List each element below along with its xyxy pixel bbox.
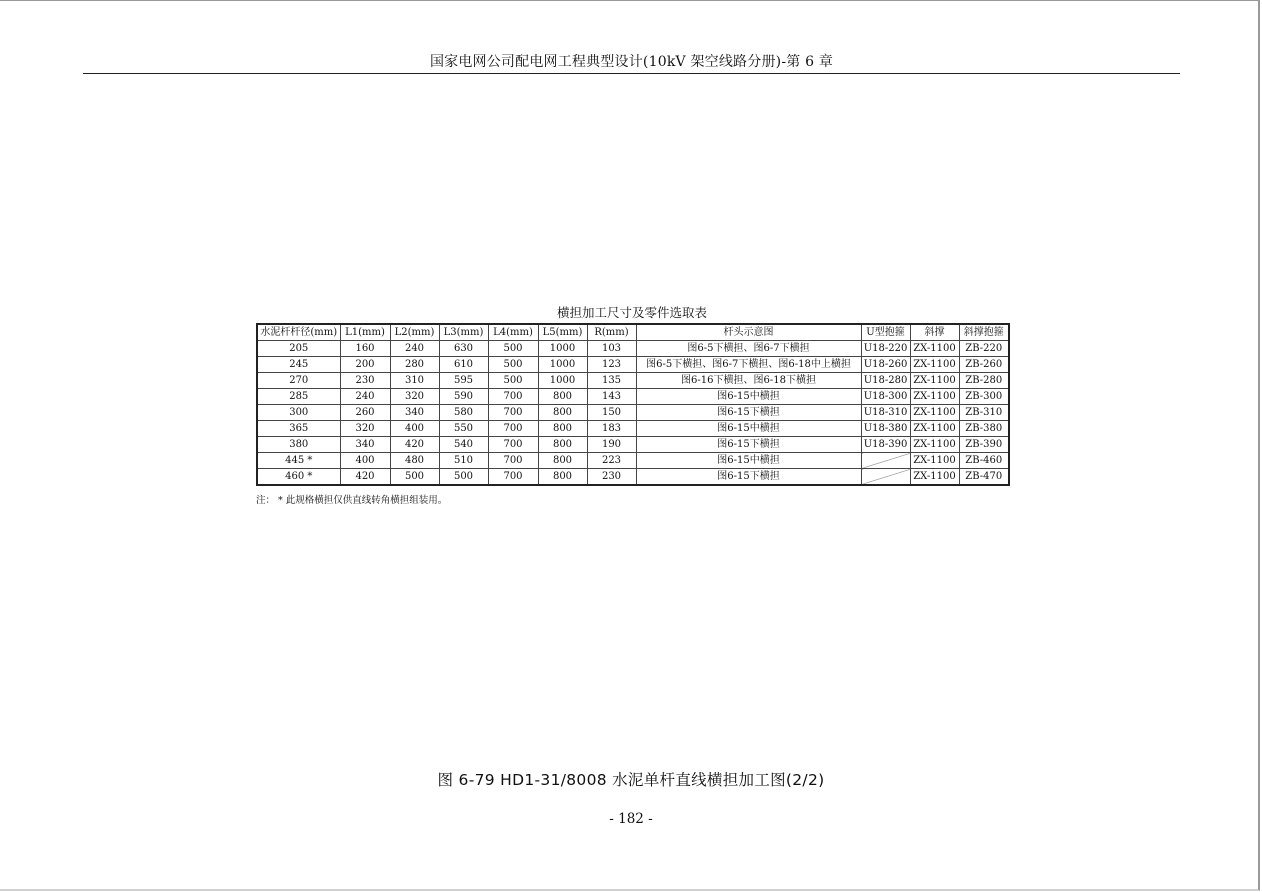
table-row bbox=[257, 389, 1009, 405]
table-cell: 445 * bbox=[257, 453, 340, 469]
table-cell: 590 bbox=[439, 389, 488, 405]
column-header: 斜撑抱箍 bbox=[959, 324, 1009, 341]
table-cell: ZX-1100 bbox=[910, 341, 959, 357]
table-cell: 310 bbox=[390, 373, 439, 389]
table-cell: 135 bbox=[587, 373, 636, 389]
table-cell: 510 bbox=[439, 453, 488, 469]
table-cell: ZX-1100 bbox=[910, 421, 959, 437]
table-cell: 图6-15中横担 bbox=[636, 389, 861, 405]
table-cell: 320 bbox=[340, 421, 390, 437]
table-header-row bbox=[257, 324, 1009, 341]
table-cell: 340 bbox=[340, 437, 390, 453]
table-cell: 300 bbox=[257, 405, 340, 421]
document-header-title: 国家电网公司配电网工程典型设计(10kV 架空线路分册)-第 6 章 bbox=[429, 54, 834, 70]
column-header: U型抱箍 bbox=[861, 324, 910, 341]
table-cell: 143 bbox=[587, 389, 636, 405]
table-cell: 420 bbox=[340, 469, 390, 486]
table-cell: U18-220 bbox=[861, 341, 910, 357]
column-header: 水泥杆杆径(mm) bbox=[257, 324, 340, 341]
table-cell: ZB-460 bbox=[959, 453, 1009, 469]
column-header: L4(mm) bbox=[488, 324, 538, 341]
figure-caption: 图 6-79 HD1-31/8008 水泥单杆直线横担加工图(2/2) bbox=[437, 771, 825, 789]
header-rule bbox=[83, 73, 1180, 74]
table-cell: ZB-260 bbox=[959, 357, 1009, 373]
table-cell: 580 bbox=[439, 405, 488, 421]
table-cell: ZB-310 bbox=[959, 405, 1009, 421]
table-cell: ZB-470 bbox=[959, 469, 1009, 486]
table-cell: ZX-1100 bbox=[910, 373, 959, 389]
table-cell: 230 bbox=[587, 469, 636, 486]
column-header: L3(mm) bbox=[439, 324, 488, 341]
table-cell: 365 bbox=[257, 421, 340, 437]
table-cell: 800 bbox=[538, 437, 587, 453]
column-header: L2(mm) bbox=[390, 324, 439, 341]
table-cell: 400 bbox=[340, 453, 390, 469]
table-cell: 500 bbox=[390, 469, 439, 486]
table-cell: 700 bbox=[488, 421, 538, 437]
table-cell: 610 bbox=[439, 357, 488, 373]
table-cell: 1000 bbox=[538, 373, 587, 389]
column-header: 斜撑 bbox=[910, 324, 959, 341]
table-cell: 540 bbox=[439, 437, 488, 453]
table-cell-empty bbox=[861, 469, 910, 486]
table-cell: 223 bbox=[587, 453, 636, 469]
table-cell: ZB-380 bbox=[959, 421, 1009, 437]
table-cell: 图6-15下横担 bbox=[636, 469, 861, 486]
table-cell: U18-260 bbox=[861, 357, 910, 373]
table-row bbox=[257, 453, 1009, 469]
table-cell: 800 bbox=[538, 389, 587, 405]
table-row bbox=[257, 437, 1009, 453]
column-header: L1(mm) bbox=[340, 324, 390, 341]
table-cell: 200 bbox=[340, 357, 390, 373]
table-cell: U18-380 bbox=[861, 421, 910, 437]
table-cell: 340 bbox=[390, 405, 439, 421]
table-cell: 380 bbox=[257, 437, 340, 453]
table-cell: 123 bbox=[587, 357, 636, 373]
table-cell: 图6-5下横担、图6-7下横担、图6-18中上横担 bbox=[636, 357, 861, 373]
table-cell: 图6-15中横担 bbox=[636, 421, 861, 437]
table-cell: 630 bbox=[439, 341, 488, 357]
table-cell: 500 bbox=[439, 469, 488, 486]
table-row bbox=[257, 469, 1009, 486]
table-cell: 图6-15下横担 bbox=[636, 437, 861, 453]
table-cell: 240 bbox=[390, 341, 439, 357]
table-cell: ZX-1100 bbox=[910, 437, 959, 453]
table-cell: ZB-300 bbox=[959, 389, 1009, 405]
table-cell: 595 bbox=[439, 373, 488, 389]
table-cell: U18-310 bbox=[861, 405, 910, 421]
table-cell: U18-280 bbox=[861, 373, 910, 389]
table-cell: 205 bbox=[257, 341, 340, 357]
table-cell: 420 bbox=[390, 437, 439, 453]
table-cell: 270 bbox=[257, 373, 340, 389]
table-cell: ZB-390 bbox=[959, 437, 1009, 453]
table-cell: 500 bbox=[488, 341, 538, 357]
table-cell-empty bbox=[861, 453, 910, 469]
table-cell: 800 bbox=[538, 421, 587, 437]
table-cell: 460 * bbox=[257, 469, 340, 486]
table-cell: 图6-16下横担、图6-18下横担 bbox=[636, 373, 861, 389]
table-cell: 700 bbox=[488, 405, 538, 421]
table-cell: 240 bbox=[340, 389, 390, 405]
table-cell: 500 bbox=[488, 357, 538, 373]
table-cell: 183 bbox=[587, 421, 636, 437]
table-cell: 图6-15下横担 bbox=[636, 405, 861, 421]
table-cell: ZB-280 bbox=[959, 373, 1009, 389]
table-cell: ZX-1100 bbox=[910, 469, 959, 486]
table-cell: 700 bbox=[488, 453, 538, 469]
table-cell: 230 bbox=[340, 373, 390, 389]
table-cell: 245 bbox=[257, 357, 340, 373]
table-cell: 800 bbox=[538, 453, 587, 469]
table-cell: U18-300 bbox=[861, 389, 910, 405]
table-cell: 320 bbox=[390, 389, 439, 405]
table-cell: 280 bbox=[390, 357, 439, 373]
table-cell: 700 bbox=[488, 437, 538, 453]
table-cell: ZX-1100 bbox=[910, 389, 959, 405]
table-cell: ZB-220 bbox=[959, 341, 1009, 357]
page-number: - 182 - bbox=[609, 811, 653, 827]
table-title: 横担加工尺寸及零件选取表 bbox=[556, 305, 707, 320]
table-row bbox=[257, 405, 1009, 421]
table-cell: 103 bbox=[587, 341, 636, 357]
table-cell: 550 bbox=[439, 421, 488, 437]
table-cell: U18-390 bbox=[861, 437, 910, 453]
crossarm-spec-table bbox=[256, 323, 1010, 486]
table-cell: 285 bbox=[257, 389, 340, 405]
table-row bbox=[257, 373, 1009, 389]
table-cell: ZX-1100 bbox=[910, 357, 959, 373]
table-cell: 800 bbox=[538, 469, 587, 486]
table-cell: 150 bbox=[587, 405, 636, 421]
table-cell: 1000 bbox=[538, 357, 587, 373]
table-cell: 1000 bbox=[538, 341, 587, 357]
table-row bbox=[257, 341, 1009, 357]
table-cell: 700 bbox=[488, 389, 538, 405]
table-cell: 800 bbox=[538, 405, 587, 421]
table-cell: ZX-1100 bbox=[910, 453, 959, 469]
table-cell: 图6-5下横担、图6-7下横担 bbox=[636, 341, 861, 357]
table-row bbox=[257, 421, 1009, 437]
table-cell: 700 bbox=[488, 469, 538, 486]
table-cell: 图6-15中横担 bbox=[636, 453, 861, 469]
column-header: L5(mm) bbox=[538, 324, 587, 341]
table-cell: 480 bbox=[390, 453, 439, 469]
table-cell: 400 bbox=[390, 421, 439, 437]
table-cell: 260 bbox=[340, 405, 390, 421]
table-row bbox=[257, 357, 1009, 373]
table-cell: 190 bbox=[587, 437, 636, 453]
table-cell: ZX-1100 bbox=[910, 405, 959, 421]
column-header: R(mm) bbox=[587, 324, 636, 341]
table-footnote: 注： * 此规格横担仅供直线转角横担组装用。 bbox=[256, 495, 448, 506]
table-cell: 160 bbox=[340, 341, 390, 357]
column-header: 杆头示意图 bbox=[636, 324, 861, 341]
table-cell: 500 bbox=[488, 373, 538, 389]
